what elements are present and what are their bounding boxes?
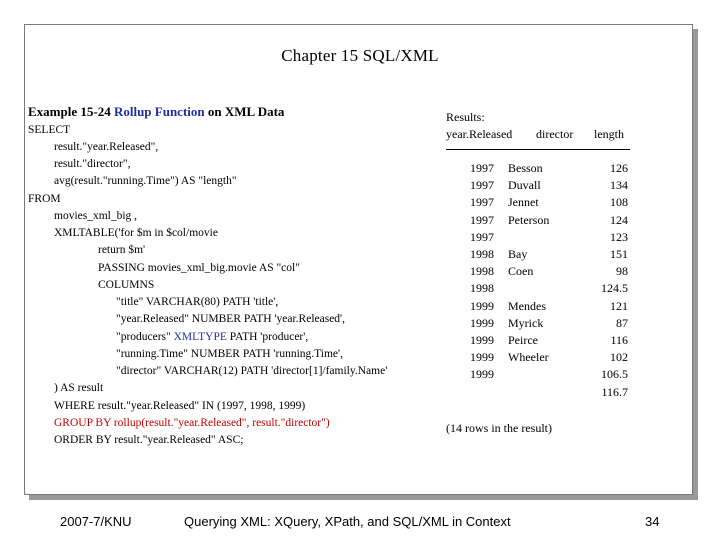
- row-year: 1997: [470, 212, 494, 227]
- group-by-line: GROUP BY rollup(result."year.Released", result."director"): [54, 417, 330, 429]
- code-line: FROM: [28, 193, 61, 205]
- example-heading: [28, 104, 284, 120]
- row-year: 1999: [470, 367, 494, 382]
- row-year: 1998: [470, 264, 494, 279]
- header-director: director: [536, 127, 574, 141]
- row-length: 106.5: [601, 367, 628, 382]
- header-length: length: [594, 127, 624, 141]
- row-length: 151: [610, 247, 628, 261]
- example-heading-suffix: on XML Data: [204, 104, 285, 119]
- row-count-note: (14 rows in the result): [446, 421, 552, 435]
- row-length: 116: [610, 333, 628, 347]
- row-length: 87: [616, 315, 628, 330]
- code-line: COLUMNS: [98, 279, 155, 291]
- row-year: 1997: [470, 161, 494, 175]
- footer-left: 2007-7/KNU: [60, 514, 132, 529]
- code-line: XMLTABLE('for $m in $col/movie: [54, 227, 218, 239]
- row-length: 108: [610, 195, 628, 210]
- row-length: 123: [610, 229, 628, 244]
- example-heading-keyword: Rollup Function: [113, 104, 205, 119]
- row-length: 126: [610, 161, 628, 175]
- code-line: SELECT: [28, 124, 71, 136]
- xmltype-keyword: XMLTYPE: [173, 331, 227, 343]
- row-year: 1997: [470, 229, 494, 244]
- footer-center: Querying XML: XQuery, XPath, and SQL/XML in Context: [184, 514, 511, 529]
- code-fragment: "producers": [116, 331, 174, 343]
- code-line: "running.Time" NUMBER PATH 'running.Time',: [116, 348, 343, 360]
- code-line: result."director",: [54, 158, 131, 170]
- row-director: Wheeler: [508, 350, 549, 365]
- code-line: result."year.Released",: [54, 141, 159, 153]
- footer-page-number: 34: [645, 514, 660, 529]
- row-length: 134: [610, 178, 628, 193]
- code-line: WHERE result."year.Released" IN (1997, 1998, 1999): [54, 400, 306, 412]
- code-line: "title" VARCHAR(80) PATH 'title',: [116, 296, 279, 308]
- row-year: 1997: [470, 195, 494, 210]
- row-year: 1999: [470, 298, 494, 313]
- row-length: 124: [610, 212, 628, 227]
- row-year: 1997: [470, 178, 494, 193]
- results-title: Results:: [446, 110, 485, 124]
- code-line: avg(result."running.Time") AS "length": [54, 175, 237, 187]
- row-director: Besson: [508, 161, 543, 175]
- row-length: 98: [616, 264, 628, 279]
- code-line: return $m': [98, 244, 146, 256]
- code-fragment: PATH 'producer',: [226, 331, 309, 343]
- row-director: Jennet: [508, 195, 539, 210]
- code-line: "year.Released" NUMBER PATH 'year.Released',: [116, 313, 346, 325]
- slide-title: Chapter 15 SQL/XML: [281, 46, 439, 65]
- example-heading-prefix: Example 15-24: [28, 104, 114, 119]
- row-year: 1998: [470, 247, 494, 261]
- row-length: 124.5: [601, 281, 628, 296]
- row-director: Peirce: [508, 333, 538, 347]
- code-line: ) AS result: [54, 382, 104, 394]
- row-year: 1998: [470, 281, 494, 296]
- row-length: 102: [610, 350, 628, 365]
- row-director: Myrick: [508, 315, 544, 330]
- row-director: Bay: [508, 247, 528, 261]
- code-line: PASSING movies_xml_big.movie AS "col": [98, 262, 300, 274]
- row-length: 121: [610, 298, 628, 313]
- row-director: Duvall: [508, 178, 541, 193]
- header-divider: [446, 149, 630, 150]
- row-director: Peterson: [508, 212, 550, 227]
- row-length: 116.7: [601, 384, 628, 399]
- row-director: Coen: [508, 264, 534, 279]
- code-line: [116, 331, 308, 343]
- header-year: year.Released: [446, 127, 513, 141]
- code-line: "director" VARCHAR(12) PATH 'director[1]/family.Name': [116, 365, 388, 377]
- row-year: 1999: [470, 333, 494, 347]
- row-director: Mendes: [508, 298, 546, 313]
- code-line: ORDER BY result."year.Released" ASC;: [54, 434, 244, 446]
- code-line: movies_xml_big ,: [54, 210, 138, 222]
- row-year: 1999: [470, 315, 494, 330]
- row-year: 1999: [470, 350, 494, 365]
